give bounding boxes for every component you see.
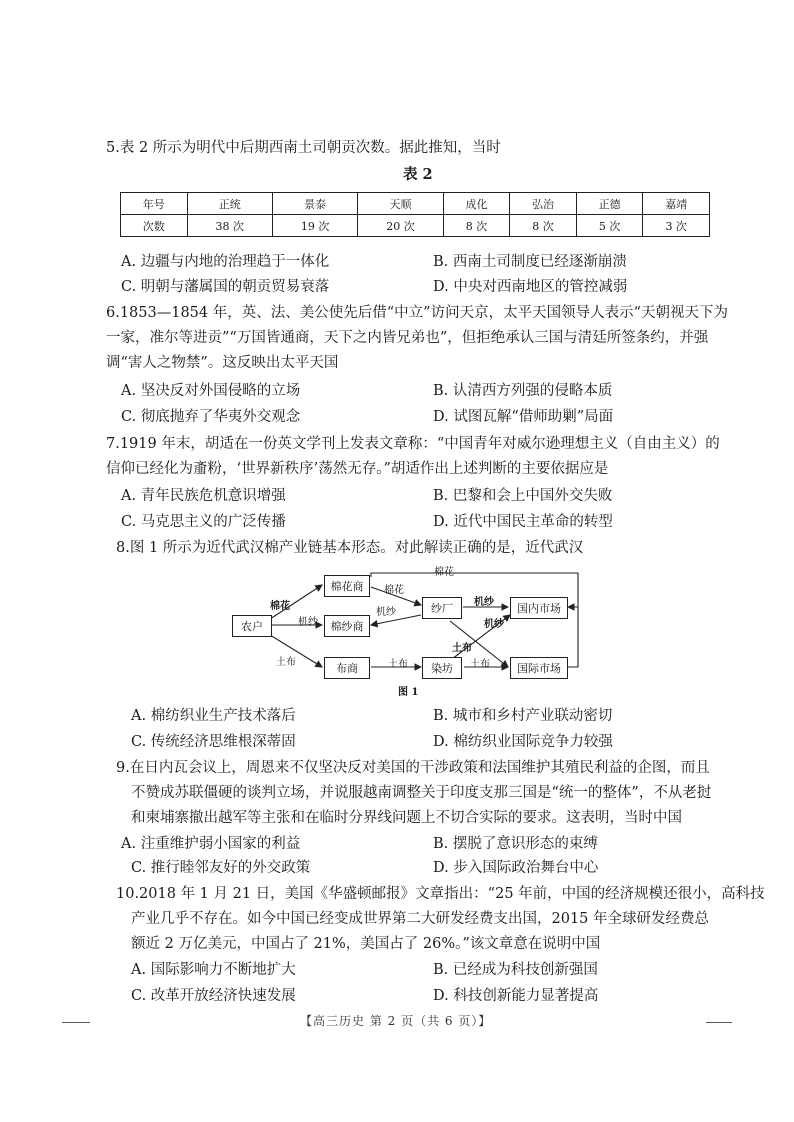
table-row (121, 215, 710, 237)
table-cell: 成化 (443, 193, 510, 215)
q7-option-c[interactable]: C. 马克思主义的广泛传播 (121, 514, 286, 530)
q8-option-a[interactable]: A. 棉纺织业生产技术落后 (131, 708, 296, 724)
q6-option-c[interactable]: C. 彻底抛弃了华夷外交观念 (121, 409, 301, 425)
q7-option-d[interactable]: D. 近代中国民主革命的转型 (433, 514, 613, 530)
table-cell: 19 次 (272, 215, 357, 237)
label-tubu: 土布 (276, 657, 296, 668)
box-mianhuashang: 棉花商 (324, 575, 370, 597)
box-shachang: 纱厂 (422, 597, 462, 619)
table-cell: 年号 (121, 193, 188, 215)
q7-stem-line: 信仰已经化为齑粉，‘世界新秩序’荡然无存。”胡适作出上述判断的主要依据应是 (106, 461, 609, 477)
q9-option-b[interactable]: B. 摆脱了意识形态的束缚 (433, 836, 598, 852)
table-cell: 天顺 (358, 193, 443, 215)
q6-stem-line: 调“害人之物禁”。这反映出太平天国 (106, 355, 339, 371)
box-guonei-market: 国内市场 (510, 597, 568, 619)
label-tubu: 土布 (470, 659, 490, 670)
figure-caption: 图 1 (398, 687, 419, 698)
table-cell: 景泰 (272, 193, 357, 215)
q5-option-a[interactable]: A. 边疆与内地的治理趋于一体化 (121, 254, 330, 270)
table-header-row (121, 193, 710, 215)
q10-stem-line: 产业几乎不存在。如今中国已经变成世界第二大研发经费支出国，2015 年全球研发经费总 (131, 911, 710, 927)
page-footer: 【高三历史 第 2 页（共 6 页）】 (300, 1014, 492, 1028)
q5-option-b[interactable]: B. 西南土司制度已经逐渐崩溃 (433, 254, 627, 270)
q5-stem: 5.表 2 所示为明代中后期西南土司朝贡次数。据此推知，当时 (106, 140, 501, 156)
q9-stem-line: 9.在日内瓦会议上，周恩来不仅坚决反对美国的干涉政策和法国维护其殖民利益的企图，而且 (116, 760, 710, 776)
q6-option-d[interactable]: D. 试图瓦解“借师助剿”局面 (433, 409, 614, 425)
q9-option-a[interactable]: A. 注重维护弱小国家的利益 (121, 836, 301, 852)
box-ranfang: 染坊 (422, 657, 462, 679)
q6-stem-line: 6.1853—1854 年，英、法、美公使先后借“中立”访问天京，太平天国领导人表示“天朝视天下为 (106, 305, 728, 321)
q9-option-c[interactable]: C. 推行睦邻友好的外交政策 (131, 860, 311, 876)
box-nonghu: 农户 (232, 615, 272, 637)
table-cell: 弘治 (510, 193, 577, 215)
q7-stem-line: 7.1919 年末，胡适在一份英文学刊上发表文章称：“中国青年对威尔逊理想主义（自由主义）的 (106, 436, 720, 452)
q9-stem-line: 不赞成苏联僵硬的谈判立场，并说服越南调整关于印度支那三国是“统一的整体”，不从老挝 (131, 785, 712, 801)
table-cell: 38 次 (187, 215, 272, 237)
table-cell: 次数 (121, 215, 188, 237)
q6-stem-line: 一家，准尔等进贡”“万国皆通商，天下之内皆兄弟也”，但拒绝承认三国与清廷所签条约，并强 (106, 330, 709, 346)
label-jisha: 机纱 (298, 617, 318, 628)
table-cell: 正德 (576, 193, 643, 215)
table-cell: 8 次 (510, 215, 577, 237)
margin-mark-left (62, 1022, 90, 1023)
label-mianhua-top: 棉花 (434, 567, 454, 578)
label-jisha: 机纱 (484, 619, 504, 630)
q8-option-d[interactable]: D. 棉纺织业国际竞争力较强 (433, 734, 613, 750)
label-tubu: 土布 (388, 659, 408, 670)
margin-mark-right (706, 1022, 732, 1023)
q7-option-a[interactable]: A. 青年民族危机意识增强 (121, 488, 286, 504)
q10-option-b[interactable]: B. 已经成为科技创新强国 (433, 962, 598, 978)
box-guoji-market: 国际市场 (510, 657, 568, 679)
table-cell: 正统 (187, 193, 272, 215)
tribute-table (120, 192, 710, 237)
box-bushang: 布商 (324, 657, 370, 679)
label-mianhua: 棉花 (384, 585, 404, 596)
q10-stem-line: 10.2018 年 1 月 21 日，美国《华盛顿邮报》文章指出：“25 年前，中国的经济规模还很小，高科技 (116, 886, 765, 902)
line-guoji-right (568, 607, 578, 667)
q10-option-d[interactable]: D. 科技创新能力显著提高 (433, 988, 599, 1004)
q5-option-c[interactable]: C. 明朝与藩属国的朝贡贸易衰落 (121, 279, 330, 295)
q9-option-d[interactable]: D. 步入国际政治舞台中心 (433, 860, 599, 876)
box-mianshashang: 棉纱商 (324, 615, 370, 637)
table-caption: 表 2 (403, 166, 433, 183)
label-jisha: 机纱 (474, 597, 494, 608)
q5-option-d[interactable]: D. 中央对西南地区的管控减弱 (433, 279, 628, 295)
q8-option-b[interactable]: B. 城市和乡村产业联动密切 (433, 708, 613, 724)
table-cell: 5 次 (576, 215, 643, 237)
cotton-industry-chain-diagram (228, 563, 592, 698)
q9-stem-line: 和柬埔寨撤出越军等主张和在临时分界线问题上不切合实际的要求。这表明，当时中国 (131, 810, 682, 826)
q10-option-a[interactable]: A. 国际影响力不断地扩大 (131, 962, 296, 978)
q8-option-c[interactable]: C. 传统经济思维根深蒂固 (131, 734, 296, 750)
q10-stem-line: 额近 2 万亿美元，中国占了 21%，美国占了 26%。”该文章意在说明中国 (131, 936, 601, 952)
q8-stem: 8.图 1 所示为近代武汉棉产业链基本形态。对此解读正确的是，近代武汉 (116, 540, 584, 556)
table-cell: 嘉靖 (643, 193, 710, 215)
label-tubu: 土布 (452, 643, 472, 654)
q6-option-a[interactable]: A. 坚决反对外国侵略的立场 (121, 383, 301, 399)
table-cell: 8 次 (443, 215, 510, 237)
q10-option-c[interactable]: C. 改革开放经济快速发展 (131, 988, 296, 1004)
table-cell: 3 次 (643, 215, 710, 237)
q6-option-b[interactable]: B. 认清西方列强的侵略本质 (433, 383, 613, 399)
q7-option-b[interactable]: B. 巴黎和会上中国外交失败 (433, 488, 613, 504)
label-mianhua: 棉花 (270, 601, 290, 612)
table-cell: 20 次 (358, 215, 443, 237)
label-jisha: 机纱 (376, 607, 396, 618)
